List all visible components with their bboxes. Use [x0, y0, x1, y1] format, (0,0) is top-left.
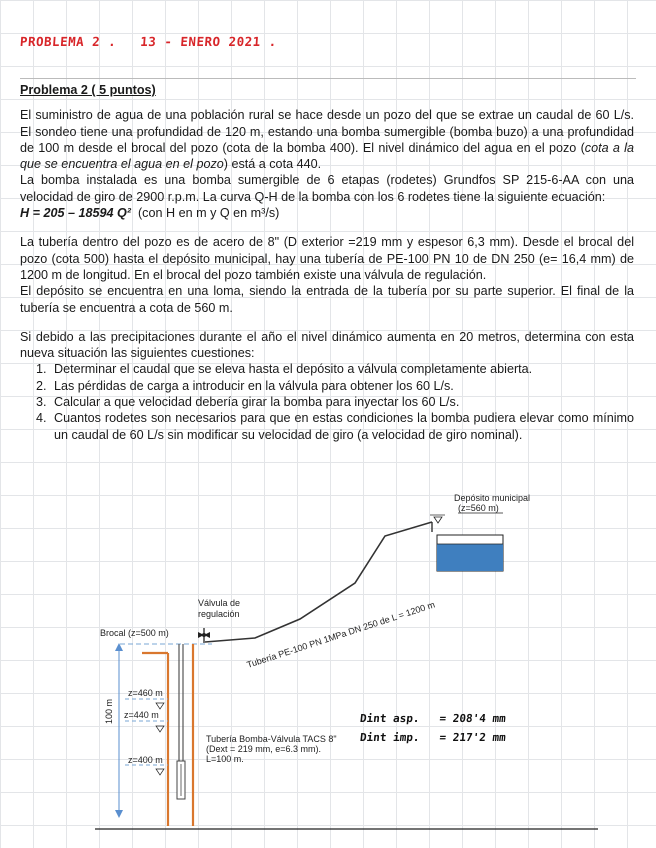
level-460: z=460 m: [128, 688, 163, 698]
header-problem: PROBLEMA 2 .: [19, 34, 117, 49]
valve-label-2: regulación: [198, 609, 240, 619]
intro-text: El suministro de agua de una población rural se hace desde un pozo del que se extrae un caudal de 60 L/s. El sondeo tiene una profundidad de 120 m, estando una bomba sumergible (bomba buzo) a una profundidad de 100 m desde el brocal del pozo (cota de la bomba 400). El nivel dinámico del agua en el pozo (: [20, 108, 634, 155]
depth-label: 100 m: [104, 698, 114, 724]
handwritten-dint-asp: [359, 712, 506, 725]
tacs-label-3: L=100 m.: [206, 754, 244, 764]
page-divider: [20, 78, 636, 79]
pumping-diagram: [0, 486, 656, 848]
dint-imp-label: Dint imp.: [359, 731, 421, 744]
header-date: 13 - ENERO 2021 .: [139, 34, 278, 49]
pe-pipe: [205, 522, 432, 642]
equation-units: (con H en m y Q en m³/s): [137, 206, 280, 221]
problem-title: Problema 2 ( 5 puntos): [20, 83, 156, 97]
handwritten-dint-imp: [359, 731, 506, 744]
dint-asp-value: = 208'4 mm: [438, 712, 507, 725]
intro-italic: cota a la que se encuentra el agua en el pozo: [20, 140, 634, 172]
paragraph-pump: La bomba instalada es una bomba sumergible de 6 etapas (rodetes) Grundfos SP 215-6-AA con una velocidad de giro de 2900 r.p.m. La curva Q-H de la bomba con los 6 rodetes tiene la siguiente ecuación:: [20, 173, 634, 204]
level-400: z=400 m: [128, 755, 163, 765]
valve-label-1: Válvula de: [198, 598, 241, 608]
pump-equation: H = 205 – 18594 Q²: [20, 206, 131, 221]
level-440: z=440 m: [124, 710, 159, 720]
pipe-label: Tubería PE-100 PN 1MPa DN 250 de L = 1200 m: [245, 599, 437, 670]
question-item: 4. Cuantos rodetes son necesarios para que en estas condiciones la bomba pudiera elevar como mínimo un caudal de 60 L/s sin modificar su velocidad de giro (a velocidad de giro nominal).: [50, 410, 634, 443]
paragraph-question: Si debido a las precipitaciones durante el año el nivel dinámico aumenta en 20 metros, determina con esta nueva situación las siguientes cuestiones:: [20, 329, 634, 361]
equation-line: [20, 205, 634, 221]
question-item: 2. Las pérdidas de carga a introducir en la válvula para obtener los 60 L/s.: [50, 378, 634, 394]
intro-end: ) está a cota 440.: [223, 157, 322, 172]
question-item: 1. Determinar el caudal que se eleva hasta el depósito a válvula completamente abierta.: [50, 361, 634, 377]
tacs-label-2: (Dext = 219 mm, e=6.3 mm).: [206, 744, 322, 754]
dint-asp-label: Dint asp.: [359, 712, 421, 725]
question-list: [20, 361, 634, 442]
paragraph-tank: El depósito se encuentra en una loma, siendo la entrada de la tubería por su parte superior. El final de la tubería se encuentra a cota de 560 m.: [20, 284, 634, 315]
brocal-label: Brocal (z=500 m): [100, 628, 169, 638]
problem-statement: [20, 82, 634, 443]
tank-cota: (z=560 m): [458, 503, 499, 513]
paragraph-pipes: La tubería dentro del pozo es de acero de 8" (D exterior =219 mm y espesor 6,3 mm). Desde el brocal del pozo (cota 500) hasta el depósito municipal, hay una tubería de PE-100 PN 10 de DN 250 (e= 16,4 mm) de 1200 m de longitud. En el brocal del pozo también existe una válvula de regulación.: [20, 235, 634, 282]
handwritten-header: [19, 34, 293, 49]
dint-imp-value: = 217'2 mm: [438, 731, 507, 744]
paragraph-intro: [20, 107, 634, 172]
tacs-label-1: Tubería Bomba-Válvula TACS 8": [206, 734, 337, 744]
tank-level-icon: [434, 517, 442, 523]
tank-water: [437, 544, 503, 571]
tank-title: Depósito municipal: [454, 493, 531, 503]
question-item: 3. Calcular a que velocidad debería girar la bomba para inyectar los 60 L/s.: [50, 394, 634, 410]
